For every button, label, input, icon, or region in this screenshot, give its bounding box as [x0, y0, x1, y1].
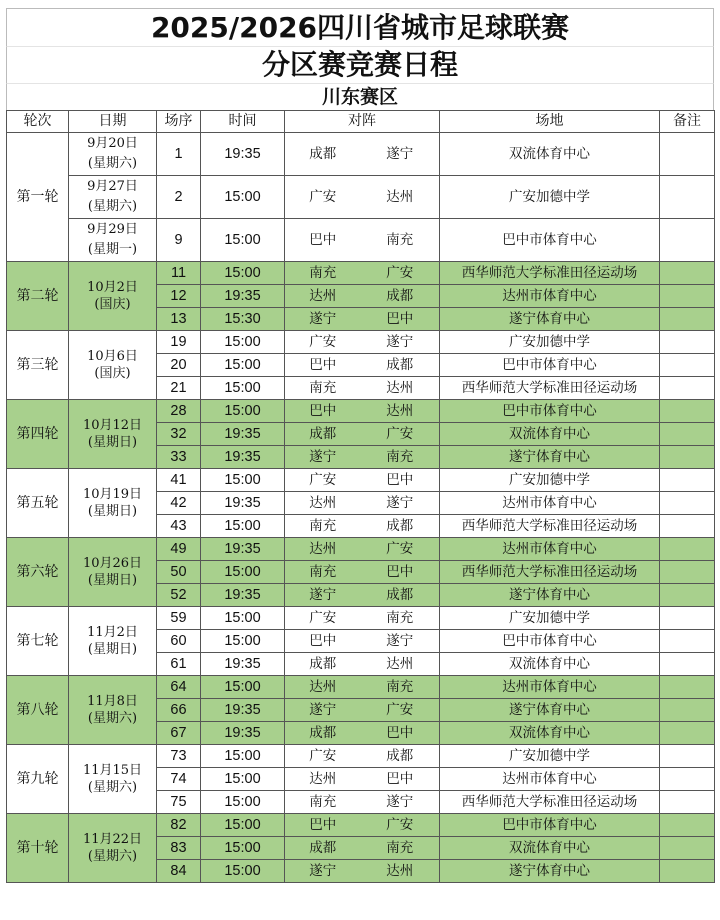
match-no-cell: 59	[157, 607, 201, 630]
away-team-cell: 广安	[361, 262, 440, 285]
table-row	[7, 607, 715, 630]
date-cell: 10月19日 (星期日)	[69, 469, 157, 538]
notes-cell	[660, 515, 715, 538]
away-team-cell: 广安	[361, 699, 440, 722]
match-no-cell: 50	[157, 561, 201, 584]
venue-cell: 广安加德中学	[440, 607, 660, 630]
venue-cell: 西华师范大学标准田径运动场	[440, 561, 660, 584]
date-cell: 9月27日 (星期六)	[69, 176, 157, 219]
notes-cell	[660, 584, 715, 607]
match-no-cell: 33	[157, 446, 201, 469]
away-team-cell: 成都	[361, 745, 440, 768]
date-cell: 9月29日 (星期一)	[69, 219, 157, 262]
col-fixture: 对阵	[285, 111, 440, 133]
col-time: 时间	[201, 111, 285, 133]
away-team-cell: 成都	[361, 515, 440, 538]
venue-cell: 遂宁体育中心	[440, 446, 660, 469]
round-group	[7, 814, 715, 883]
time-cell: 15:00	[201, 561, 285, 584]
home-team-cell: 巴中	[285, 219, 361, 262]
time-cell: 19:35	[201, 722, 285, 745]
notes-cell	[660, 791, 715, 814]
notes-cell	[660, 607, 715, 630]
match-no-cell: 28	[157, 400, 201, 423]
away-team-cell: 遂宁	[361, 630, 440, 653]
home-team-cell: 遂宁	[285, 446, 361, 469]
venue-cell: 巴中市体育中心	[440, 354, 660, 377]
home-team-cell: 成都	[285, 423, 361, 446]
notes-cell	[660, 446, 715, 469]
away-team-cell: 广安	[361, 423, 440, 446]
time-cell: 19:35	[201, 492, 285, 515]
notes-cell	[660, 699, 715, 722]
match-no-cell: 82	[157, 814, 201, 837]
time-cell: 19:35	[201, 584, 285, 607]
notes-cell	[660, 630, 715, 653]
venue-cell: 双流体育中心	[440, 653, 660, 676]
away-team-cell: 达州	[361, 653, 440, 676]
venue-cell: 遂宁体育中心	[440, 308, 660, 331]
time-cell: 19:35	[201, 538, 285, 561]
time-cell: 15:00	[201, 219, 285, 262]
venue-cell: 遂宁体育中心	[440, 860, 660, 883]
home-team-cell: 遂宁	[285, 308, 361, 331]
time-cell: 15:00	[201, 262, 285, 285]
venue-cell: 巴中市体育中心	[440, 814, 660, 837]
venue-cell: 西华师范大学标准田径运动场	[440, 515, 660, 538]
venue-cell: 双流体育中心	[440, 133, 660, 176]
table-row	[7, 538, 715, 561]
col-match-no: 场序	[157, 111, 201, 133]
venue-cell: 广安加德中学	[440, 745, 660, 768]
notes-cell	[660, 308, 715, 331]
round-cell: 第三轮	[7, 331, 69, 400]
schedule-table	[6, 110, 715, 883]
notes-cell	[660, 860, 715, 883]
page-subtitle: 分区赛竞赛日程	[6, 46, 714, 83]
time-cell: 19:35	[201, 285, 285, 308]
match-no-cell: 75	[157, 791, 201, 814]
venue-cell: 遂宁体育中心	[440, 584, 660, 607]
notes-cell	[660, 262, 715, 285]
time-cell: 15:00	[201, 837, 285, 860]
round-group	[7, 538, 715, 607]
date-cell: 10月26日 (星期日)	[69, 538, 157, 607]
away-team-cell: 遂宁	[361, 331, 440, 354]
schedule-sheet	[6, 8, 714, 883]
venue-cell: 广安加德中学	[440, 331, 660, 354]
home-team-cell: 南充	[285, 262, 361, 285]
notes-cell	[660, 538, 715, 561]
venue-cell: 双流体育中心	[440, 722, 660, 745]
match-no-cell: 84	[157, 860, 201, 883]
venue-cell: 遂宁体育中心	[440, 699, 660, 722]
away-team-cell: 南充	[361, 446, 440, 469]
col-notes: 备注	[660, 111, 715, 133]
venue-cell: 双流体育中心	[440, 423, 660, 446]
date-cell: 11月8日 (星期六)	[69, 676, 157, 745]
away-team-cell: 成都	[361, 354, 440, 377]
col-round: 轮次	[7, 111, 69, 133]
time-cell: 15:00	[201, 400, 285, 423]
home-team-cell: 广安	[285, 469, 361, 492]
match-no-cell: 49	[157, 538, 201, 561]
round-group	[7, 262, 715, 331]
home-team-cell: 南充	[285, 561, 361, 584]
time-cell: 15:00	[201, 814, 285, 837]
table-row	[7, 262, 715, 285]
home-team-cell: 巴中	[285, 400, 361, 423]
match-no-cell: 20	[157, 354, 201, 377]
match-no-cell: 11	[157, 262, 201, 285]
away-team-cell: 广安	[361, 538, 440, 561]
home-team-cell: 巴中	[285, 814, 361, 837]
home-team-cell: 南充	[285, 515, 361, 538]
date-cell: 10月6日 (国庆)	[69, 331, 157, 400]
venue-cell: 达州市体育中心	[440, 492, 660, 515]
notes-cell	[660, 745, 715, 768]
home-team-cell: 广安	[285, 176, 361, 219]
date-cell: 11月15日 (星期六)	[69, 745, 157, 814]
match-no-cell: 66	[157, 699, 201, 722]
page-title: 2025/2026四川省城市足球联赛	[6, 8, 714, 46]
match-no-cell: 52	[157, 584, 201, 607]
col-date: 日期	[69, 111, 157, 133]
home-team-cell: 南充	[285, 791, 361, 814]
away-team-cell: 巴中	[361, 768, 440, 791]
round-group	[7, 133, 715, 262]
round-cell: 第十轮	[7, 814, 69, 883]
header-row	[7, 111, 715, 133]
venue-cell: 巴中市体育中心	[440, 400, 660, 423]
venue-cell: 广安加德中学	[440, 469, 660, 492]
match-no-cell: 61	[157, 653, 201, 676]
time-cell: 19:35	[201, 699, 285, 722]
home-team-cell: 广安	[285, 331, 361, 354]
time-cell: 15:00	[201, 377, 285, 400]
home-team-cell: 遂宁	[285, 699, 361, 722]
match-no-cell: 64	[157, 676, 201, 699]
away-team-cell: 达州	[361, 400, 440, 423]
notes-cell	[660, 561, 715, 584]
away-team-cell: 达州	[361, 377, 440, 400]
zone-title: 川东赛区	[6, 83, 714, 110]
time-cell: 15:30	[201, 308, 285, 331]
match-no-cell: 73	[157, 745, 201, 768]
home-team-cell: 达州	[285, 676, 361, 699]
date-cell: 11月2日 (星期日)	[69, 607, 157, 676]
notes-cell	[660, 814, 715, 837]
round-cell: 第一轮	[7, 133, 69, 262]
notes-cell	[660, 423, 715, 446]
home-team-cell: 遂宁	[285, 584, 361, 607]
venue-cell: 双流体育中心	[440, 837, 660, 860]
table-row	[7, 219, 715, 262]
away-team-cell: 遂宁	[361, 133, 440, 176]
table-row	[7, 400, 715, 423]
notes-cell	[660, 176, 715, 219]
venue-cell: 巴中市体育中心	[440, 630, 660, 653]
table-row	[7, 745, 715, 768]
notes-cell	[660, 653, 715, 676]
away-team-cell: 巴中	[361, 469, 440, 492]
away-team-cell: 成都	[361, 285, 440, 308]
table-row	[7, 469, 715, 492]
away-team-cell: 南充	[361, 219, 440, 262]
away-team-cell: 达州	[361, 176, 440, 219]
time-cell: 15:00	[201, 745, 285, 768]
venue-cell: 巴中市体育中心	[440, 219, 660, 262]
round-group	[7, 331, 715, 400]
time-cell: 15:00	[201, 469, 285, 492]
away-team-cell: 成都	[361, 584, 440, 607]
match-no-cell: 67	[157, 722, 201, 745]
notes-cell	[660, 331, 715, 354]
date-cell: 10月2日 (国庆)	[69, 262, 157, 331]
time-cell: 15:00	[201, 331, 285, 354]
home-team-cell: 成都	[285, 722, 361, 745]
round-cell: 第九轮	[7, 745, 69, 814]
venue-cell: 西华师范大学标准田径运动场	[440, 377, 660, 400]
notes-cell	[660, 285, 715, 308]
match-no-cell: 74	[157, 768, 201, 791]
notes-cell	[660, 768, 715, 791]
notes-cell	[660, 219, 715, 262]
home-team-cell: 广安	[285, 607, 361, 630]
away-team-cell: 巴中	[361, 561, 440, 584]
table-row	[7, 814, 715, 837]
home-team-cell: 广安	[285, 745, 361, 768]
away-team-cell: 巴中	[361, 308, 440, 331]
notes-cell	[660, 469, 715, 492]
round-group	[7, 607, 715, 676]
match-no-cell: 9	[157, 219, 201, 262]
time-cell: 19:35	[201, 423, 285, 446]
home-team-cell: 达州	[285, 285, 361, 308]
date-cell: 11月22日 (星期六)	[69, 814, 157, 883]
time-cell: 19:35	[201, 446, 285, 469]
round-group	[7, 676, 715, 745]
venue-cell: 西华师范大学标准田径运动场	[440, 262, 660, 285]
home-team-cell: 成都	[285, 653, 361, 676]
time-cell: 15:00	[201, 176, 285, 219]
match-no-cell: 41	[157, 469, 201, 492]
time-cell: 15:00	[201, 607, 285, 630]
match-no-cell: 42	[157, 492, 201, 515]
away-team-cell: 达州	[361, 860, 440, 883]
round-cell: 第八轮	[7, 676, 69, 745]
home-team-cell: 达州	[285, 538, 361, 561]
away-team-cell: 南充	[361, 607, 440, 630]
home-team-cell: 南充	[285, 377, 361, 400]
match-no-cell: 43	[157, 515, 201, 538]
col-venue: 场地	[440, 111, 660, 133]
round-group	[7, 400, 715, 469]
time-cell: 19:35	[201, 133, 285, 176]
date-cell: 10月12日 (星期日)	[69, 400, 157, 469]
match-no-cell: 13	[157, 308, 201, 331]
match-no-cell: 19	[157, 331, 201, 354]
match-no-cell: 60	[157, 630, 201, 653]
notes-cell	[660, 377, 715, 400]
time-cell: 19:35	[201, 653, 285, 676]
time-cell: 15:00	[201, 630, 285, 653]
notes-cell	[660, 400, 715, 423]
venue-cell: 达州市体育中心	[440, 538, 660, 561]
notes-cell	[660, 676, 715, 699]
match-no-cell: 2	[157, 176, 201, 219]
notes-cell	[660, 354, 715, 377]
match-no-cell: 32	[157, 423, 201, 446]
time-cell: 15:00	[201, 768, 285, 791]
away-team-cell: 遂宁	[361, 492, 440, 515]
round-cell: 第二轮	[7, 262, 69, 331]
round-cell: 第七轮	[7, 607, 69, 676]
notes-cell	[660, 722, 715, 745]
time-cell: 15:00	[201, 354, 285, 377]
match-no-cell: 83	[157, 837, 201, 860]
round-group	[7, 469, 715, 538]
home-team-cell: 巴中	[285, 630, 361, 653]
home-team-cell: 巴中	[285, 354, 361, 377]
venue-cell: 达州市体育中心	[440, 285, 660, 308]
table-row	[7, 331, 715, 354]
time-cell: 15:00	[201, 791, 285, 814]
home-team-cell: 遂宁	[285, 860, 361, 883]
match-no-cell: 12	[157, 285, 201, 308]
round-cell: 第六轮	[7, 538, 69, 607]
venue-cell: 广安加德中学	[440, 176, 660, 219]
notes-cell	[660, 492, 715, 515]
home-team-cell: 达州	[285, 768, 361, 791]
away-team-cell: 巴中	[361, 722, 440, 745]
table-row	[7, 676, 715, 699]
round-group	[7, 745, 715, 814]
away-team-cell: 南充	[361, 837, 440, 860]
notes-cell	[660, 133, 715, 176]
away-team-cell: 南充	[361, 676, 440, 699]
home-team-cell: 成都	[285, 133, 361, 176]
time-cell: 15:00	[201, 676, 285, 699]
time-cell: 15:00	[201, 860, 285, 883]
match-no-cell: 21	[157, 377, 201, 400]
round-cell: 第四轮	[7, 400, 69, 469]
home-team-cell: 达州	[285, 492, 361, 515]
away-team-cell: 遂宁	[361, 791, 440, 814]
venue-cell: 西华师范大学标准田径运动场	[440, 791, 660, 814]
venue-cell: 达州市体育中心	[440, 768, 660, 791]
home-team-cell: 成都	[285, 837, 361, 860]
date-cell: 9月20日 (星期六)	[69, 133, 157, 176]
table-row	[7, 133, 715, 176]
time-cell: 15:00	[201, 515, 285, 538]
notes-cell	[660, 837, 715, 860]
match-no-cell: 1	[157, 133, 201, 176]
round-cell: 第五轮	[7, 469, 69, 538]
venue-cell: 达州市体育中心	[440, 676, 660, 699]
away-team-cell: 广安	[361, 814, 440, 837]
table-row	[7, 176, 715, 219]
